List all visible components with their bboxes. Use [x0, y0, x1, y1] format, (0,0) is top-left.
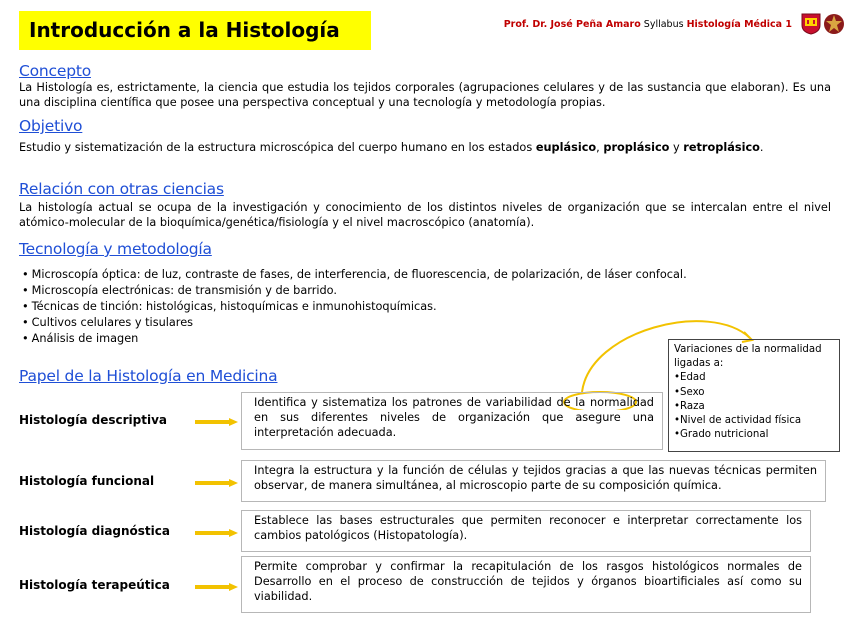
row-box-funcional: Integra la estructura y la función de células y tejidos gracias a que las nuevas técnicas permiten observar, de manera simultánea, al microscopio parte de su composición química.: [241, 460, 826, 502]
term-retroplasico: retroplásico: [683, 141, 760, 154]
arrow-right-icon: [195, 418, 238, 426]
list-item: • Grado nutricional: [674, 428, 834, 442]
relacion-text: La histología actual se ocupa de la investigación y conocimiento de los distintos niveles de organización que se intercalan entre el nivel atómico-molecular de la bioquímica/genética/fisiología y el nivel macroscópico (anatomía).: [19, 201, 831, 229]
row-box-terapeutica: Permite comprobar y confirmar la recapitulación de los rasgos histológicos normales de Desarrollo en el proceso de construcción de tejidos y órganos bioartificiales así como su viabilidad.: [241, 556, 811, 613]
objetivo-end: .: [759, 141, 764, 154]
arrow-right-icon: [195, 583, 238, 591]
page-title: Introducción a la Histología: [19, 11, 371, 50]
arrow-right-icon: [195, 529, 238, 537]
term-proplasico: proplásico: [603, 141, 670, 154]
university-crest-icon: [801, 13, 821, 35]
heading-relacion[interactable]: Relación con otras ciencias: [19, 180, 224, 198]
variaciones-box: [668, 339, 840, 452]
row-label-terapeutica: Histología terapeútica: [19, 578, 170, 592]
heading-concepto[interactable]: Concepto: [19, 62, 91, 80]
header-credits: [420, 19, 792, 30]
row-box-descriptiva: [241, 392, 663, 450]
list-item: • Sexo: [674, 386, 834, 400]
seal-icon: [823, 13, 845, 35]
objetivo-sep2: y: [669, 141, 684, 154]
concepto-text: La Histología es, estrictamente, la ciencia que estudia los tejidos corporales (agrupaciones celulares y de las sustancia que elaboran). Es una una disciplina científica que posee una perspectiva conceptual y una tecnología y metodología propias.: [19, 81, 831, 109]
descriptiva-text-end: de la normalidad en sus diferentes niveles de organización que asegure una interpretación adecuada.: [254, 396, 654, 439]
variabilidad-highlight: variabilidad: [485, 396, 552, 409]
row-label-diagnostica: Histología diagnóstica: [19, 524, 170, 538]
author-name: Prof. Dr. José Peña Amaro: [503, 19, 641, 30]
variaciones-title: Variaciones de la normalidad ligadas a:: [674, 344, 822, 370]
arrow-right-icon: [195, 479, 238, 487]
list-item: • Edad: [674, 371, 834, 385]
row-label-descriptiva: Histología descriptiva: [19, 413, 167, 427]
list-item: • Microscopía óptica: de luz, contraste de fases, de interferencia, de fluorescencia, de polarización, de láser confocal.: [22, 267, 782, 283]
term-euplasico: euplásico: [535, 141, 597, 154]
list-item: • Nivel de actividad física: [674, 414, 834, 428]
syllabus-label: Syllabus: [643, 19, 684, 30]
objetivo-text-start: Estudio y sistematización de la estructura microscópica del cuerpo humano en los estados: [19, 141, 536, 154]
heading-objetivo[interactable]: Objetivo: [19, 117, 83, 135]
descriptiva-text-start: Identifica y sistematiza los patrones de: [254, 396, 486, 409]
row-label-funcional: Histología funcional: [19, 474, 155, 488]
list-item: • Raza: [674, 400, 834, 414]
list-item: • Microscopía electrónicas: de transmisión y de barrido.: [22, 283, 782, 299]
heading-papel[interactable]: Papel de la Histología en Medicina: [19, 367, 278, 385]
list-item: • Cultivos celulares y tisulares: [22, 315, 782, 331]
objetivo-text: [19, 140, 831, 155]
row-box-diagnostica: Establece las bases estructurales que permiten reconocer e interpretar correctamente los cambios patológicos (Histopatología).: [241, 510, 811, 552]
objetivo-sep1: ,: [596, 141, 604, 154]
course-name: Histología Médica 1: [686, 19, 792, 30]
heading-tecnologia[interactable]: Tecnología y metodología: [19, 240, 212, 258]
list-item: • Técnicas de tinción: histológicas, histoquímicas e inmunohistoquímicas.: [22, 299, 782, 315]
list-item: • Análisis de imagen: [22, 331, 782, 347]
